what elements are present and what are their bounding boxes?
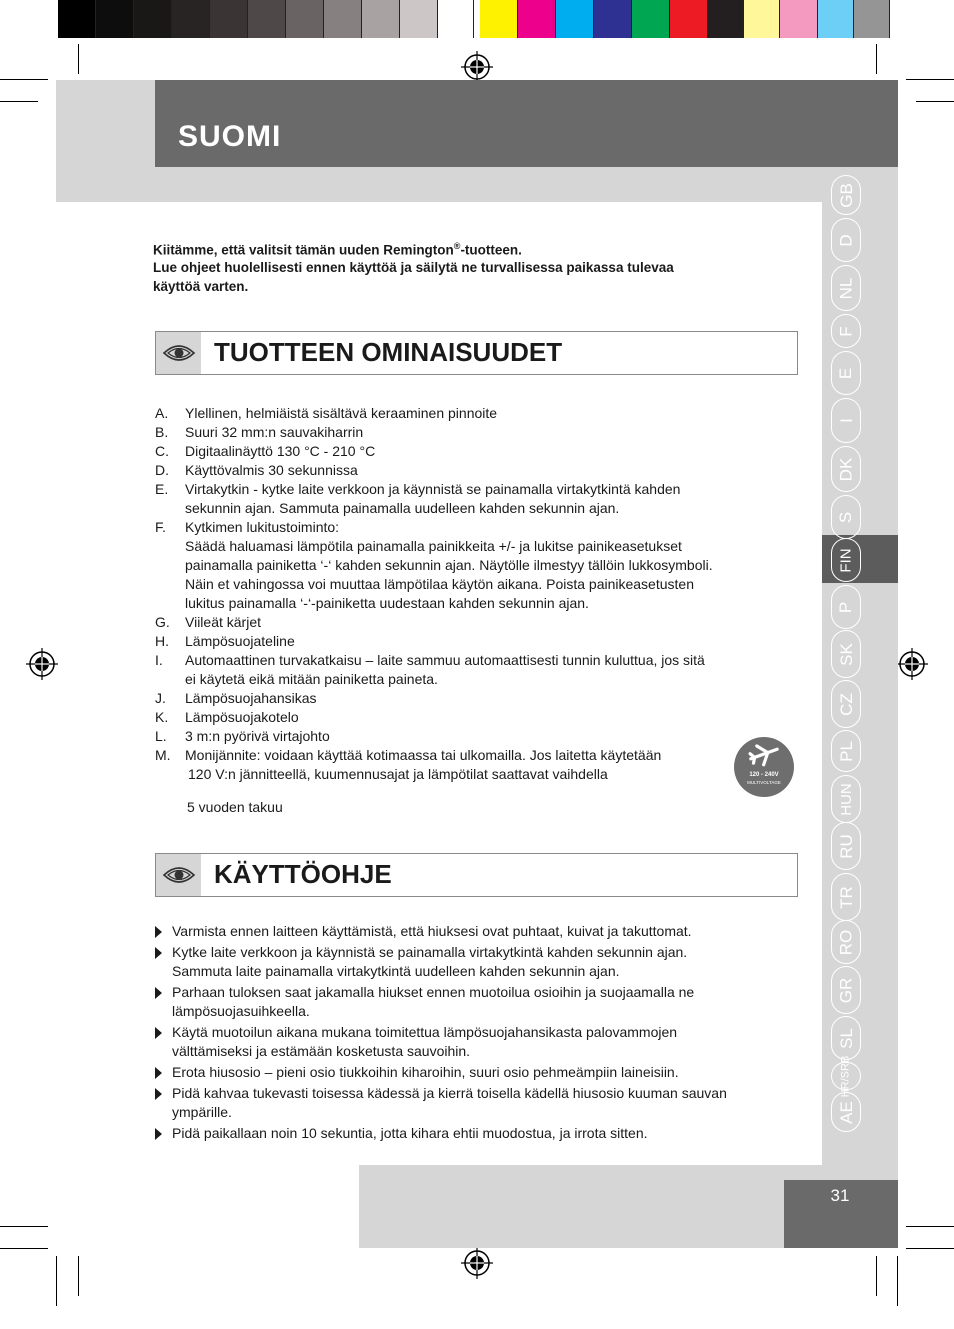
language-tab-label: F [836,325,856,337]
usage-text: Sammuta laite painamalla virtakytkintä uudelleen kahden sekunnin ajan. [172,963,620,979]
registration-mark-icon [896,648,928,680]
usage-text: Parhaan tuloksen saat jakamalla hiukset ennen muotoilua osioihin ja suojaamalla ne [172,984,695,1000]
usage-heading-box [155,853,798,897]
feature-letter: K. [155,709,169,725]
color-swatch [632,0,670,38]
language-tab-i[interactable] [831,398,861,443]
crop-mark [876,1256,877,1296]
feature-letter: D. [155,462,169,478]
language-tab-ae[interactable] [831,1092,861,1132]
color-swatch [58,0,96,38]
crop-mark [906,1226,954,1227]
language-tab-hun[interactable] [831,775,861,823]
language-tab-label: SL [836,1027,856,1049]
feature-letter: F. [155,519,166,535]
color-swatch [248,0,286,38]
feature-text: 3 m:n pyörivä virtajohto [185,728,330,744]
feature-text: ei käytetä eikä mitään painiketta paineta. [185,671,438,687]
crop-mark [0,1226,48,1227]
feature-letter: L. [155,728,167,744]
crop-mark [0,1248,48,1249]
feature-letter: E. [155,481,169,497]
language-tab-label: HR/SRB [839,1055,852,1097]
intro-line-2: Lue ohjeet huolellisesti ennen käyttöä ja säilytä ne turvallisessa paikassa tulevaa [153,260,674,275]
color-swatch [210,0,248,38]
page-title: SUOMI [178,120,282,153]
language-tab-label: D [836,233,856,247]
language-tab-label: S [836,511,856,523]
language-tab-label: GB [836,182,856,208]
language-tab-label: RO [836,929,856,955]
feature-text: Näin et vahingossa voi muuttaa lämpötilaa käytön aikana. Poista painikeasetusten [185,576,694,592]
color-swatch [708,0,744,38]
bullet-triangle-icon [155,1027,162,1039]
feature-letter: J. [155,690,166,706]
feature-text: Suuri 32 mm:n sauvakiharrin [185,424,364,440]
feature-text: Kytkimen lukitustoiminto: [185,519,340,535]
badge-label: MULTIVOLTAGE [747,780,781,785]
color-swatch [480,0,518,38]
airplane-icon [734,737,794,797]
color-swatch [134,0,172,38]
language-tab-ru[interactable] [831,822,861,870]
usage-heading: KÄYTTÖOHJE [214,859,392,889]
language-tab-pl[interactable] [831,730,861,772]
feature-letter: B. [155,424,169,440]
page-number: 31 [830,1186,850,1205]
bullet-triangle-icon [155,947,162,959]
language-tab-label: TR [836,885,856,909]
features-heading: TUOTTEEN OMINAISUUDET [214,337,563,367]
feature-text: painamalla painiketta ‘-‘ kahden sekunnin ajan. Näytölle ilmestyy tällöin lukkosymboli. [185,557,713,573]
usage-text: Pidä kahvaa tukevasti toisessa kädessä ja kierrä toisella kädellä hiusosio kuuman sauvan [172,1085,727,1101]
feature-letter: H. [155,633,169,649]
registration-mark-icon [26,648,58,680]
crop-mark [897,1256,898,1306]
crop-mark [78,44,79,74]
registration-mark-icon [461,51,493,83]
language-tab-label: AE [836,1100,856,1124]
color-swatch [818,0,854,38]
intro-line-1: Kiitämme, että valitsit tämän uuden Remington®-tuotteen. [153,241,522,258]
usage-text: Pidä paikallaan noin 10 sekuntia, jotta kihara ehtii muodostua, ja irrota sitten. [172,1125,648,1141]
feature-text: Ylellinen, helmiäistä sisältävä keraaminen pinnoite [185,405,498,421]
language-tab-label: HUN [837,782,855,816]
feature-text: Lämpösuojahansikas [185,690,317,706]
feature-text: Viileät kärjet [185,614,262,630]
bullet-triangle-icon [155,987,162,999]
bullet-triangle-icon [155,926,162,938]
language-tab-dk[interactable] [831,446,861,492]
crop-mark [78,1256,79,1296]
feature-letter: I. [155,652,163,668]
crop-mark [916,101,954,102]
feature-text: lukitus painamalla ‘-‘-painiketta uudestaan kahden sekunnin ajan. [185,595,589,611]
color-swatch [172,0,210,38]
multivoltage-badge [734,737,794,797]
language-tab-gr[interactable] [831,966,861,1014]
usage-text: Käytä muotoilun aikana mukana toimitettua lämpösuojahansikasta palovammojen [172,1024,678,1040]
usage-text: lämpösuojasuihkeella. [172,1003,310,1019]
feature-text: Säädä haluamasi lämpötila painamalla painikkeita +/- ja lukitse painikeasetukset [185,538,682,554]
color-swatch [556,0,594,38]
crop-mark [906,1248,954,1249]
language-tab-label: NL [836,277,856,299]
usage-text: Erota hiusosio – pieni osio tiukkoihin kiharoihin, suuri osio pehmeämpiin laineisiin. [172,1064,679,1080]
usage-text: Varmista ennen laitteen käyttämistä, että hiuksesi ovat puhtaat, kuivat ja takuttomat. [172,923,692,939]
language-tab-cz[interactable] [831,680,861,728]
feature-text: Virtakytkin - kytke laite verkkoon ja käynnistä se painamalla virtakytkintä kahden [185,481,681,497]
feature-letter: G. [155,614,170,630]
feature-text: Käyttövalmis 30 sekunnissa [185,462,358,478]
color-swatch [438,0,474,38]
language-tab-label: I [836,418,856,423]
language-tab-fin[interactable] [831,538,861,582]
language-tab-label: FIN [837,547,855,573]
language-tab-gb[interactable] [831,175,861,215]
language-tab-d[interactable] [831,218,861,262]
color-swatch [518,0,556,38]
color-swatch [96,0,134,38]
feature-text: Automaattinen turvakatkaisu – laite sammuu automaattisesti tunnin kuluttua, jos sitä [185,652,705,668]
color-swatch [670,0,708,38]
language-tab-label: PL [836,740,856,762]
feature-text: Lämpösuojakotelo [185,709,299,725]
color-swatch [594,0,632,38]
features-heading-box [155,331,798,375]
language-tab-label: P [836,601,856,613]
crop-mark [56,1256,57,1306]
language-tab-label: SK [836,642,856,666]
language-tab-label: DK [836,457,856,481]
language-tab-ro[interactable] [831,920,861,964]
language-tab-tr[interactable] [831,873,861,921]
language-tab-label: GR [836,977,856,1003]
color-swatch [286,0,324,38]
feature-text: Lämpösuojateline [185,633,295,649]
color-swatch [400,0,438,38]
registration-mark-icon [461,1247,493,1279]
color-swatch [780,0,818,38]
language-tab-hr-srb[interactable] [831,1055,861,1097]
language-tab-label: CZ [836,692,856,716]
feature-text: Monijännite: voidaan käyttää kotimaassa tai ulkomailla. Jos laitetta käytetään [185,747,662,763]
usage-text: ympärille. [172,1104,232,1120]
badge-voltage: 120 - 240V [749,772,779,778]
color-swatch [854,0,890,38]
usage-text: välttämiseksi ja estämään kosketusta sauvoihin. [172,1043,471,1059]
color-swatch [744,0,780,38]
eye-icon [156,332,201,374]
language-tab-sl[interactable] [831,1016,861,1060]
language-tab-p[interactable] [831,585,861,629]
intro-line-3: käyttöä varten. [153,279,249,294]
language-tab-sk[interactable] [831,630,861,678]
color-swatch [362,0,400,38]
bullet-triangle-icon [155,1067,162,1079]
bullet-triangle-icon [155,1128,162,1140]
bullet-triangle-icon [155,1088,162,1100]
language-tab-f[interactable] [831,314,861,348]
feature-letter: A. [155,405,169,421]
crop-mark [906,79,954,80]
crop-mark [0,101,38,102]
feature-text: 120 V:n jännitteellä, kuumennusajat ja lämpötilat saattavat vaihdella [188,766,608,782]
warranty-text: 5 vuoden takuu [187,799,283,815]
language-tab-s[interactable] [831,495,861,539]
language-tab-e[interactable] [831,351,861,395]
crop-mark [0,79,48,80]
feature-letter: M. [155,747,171,763]
print-color-bar [58,0,890,38]
feature-text: Digitaalinäyttö 130 °C - 210 °C [185,443,376,459]
language-tab-nl[interactable] [831,265,861,311]
feature-text: sekunnin ajan. Sammuta painamalla uudelleen kahden sekunnin ajan. [185,500,620,516]
eye-icon [156,854,201,896]
feature-letter: C. [155,443,169,459]
language-tab-label: RU [836,833,856,859]
usage-text: Kytke laite verkkoon ja käynnistä se painamalla virtakytkintä kahden sekunnin ajan. [172,944,688,960]
crop-mark [876,44,877,74]
language-tab-label: E [836,367,856,379]
color-swatch [324,0,362,38]
